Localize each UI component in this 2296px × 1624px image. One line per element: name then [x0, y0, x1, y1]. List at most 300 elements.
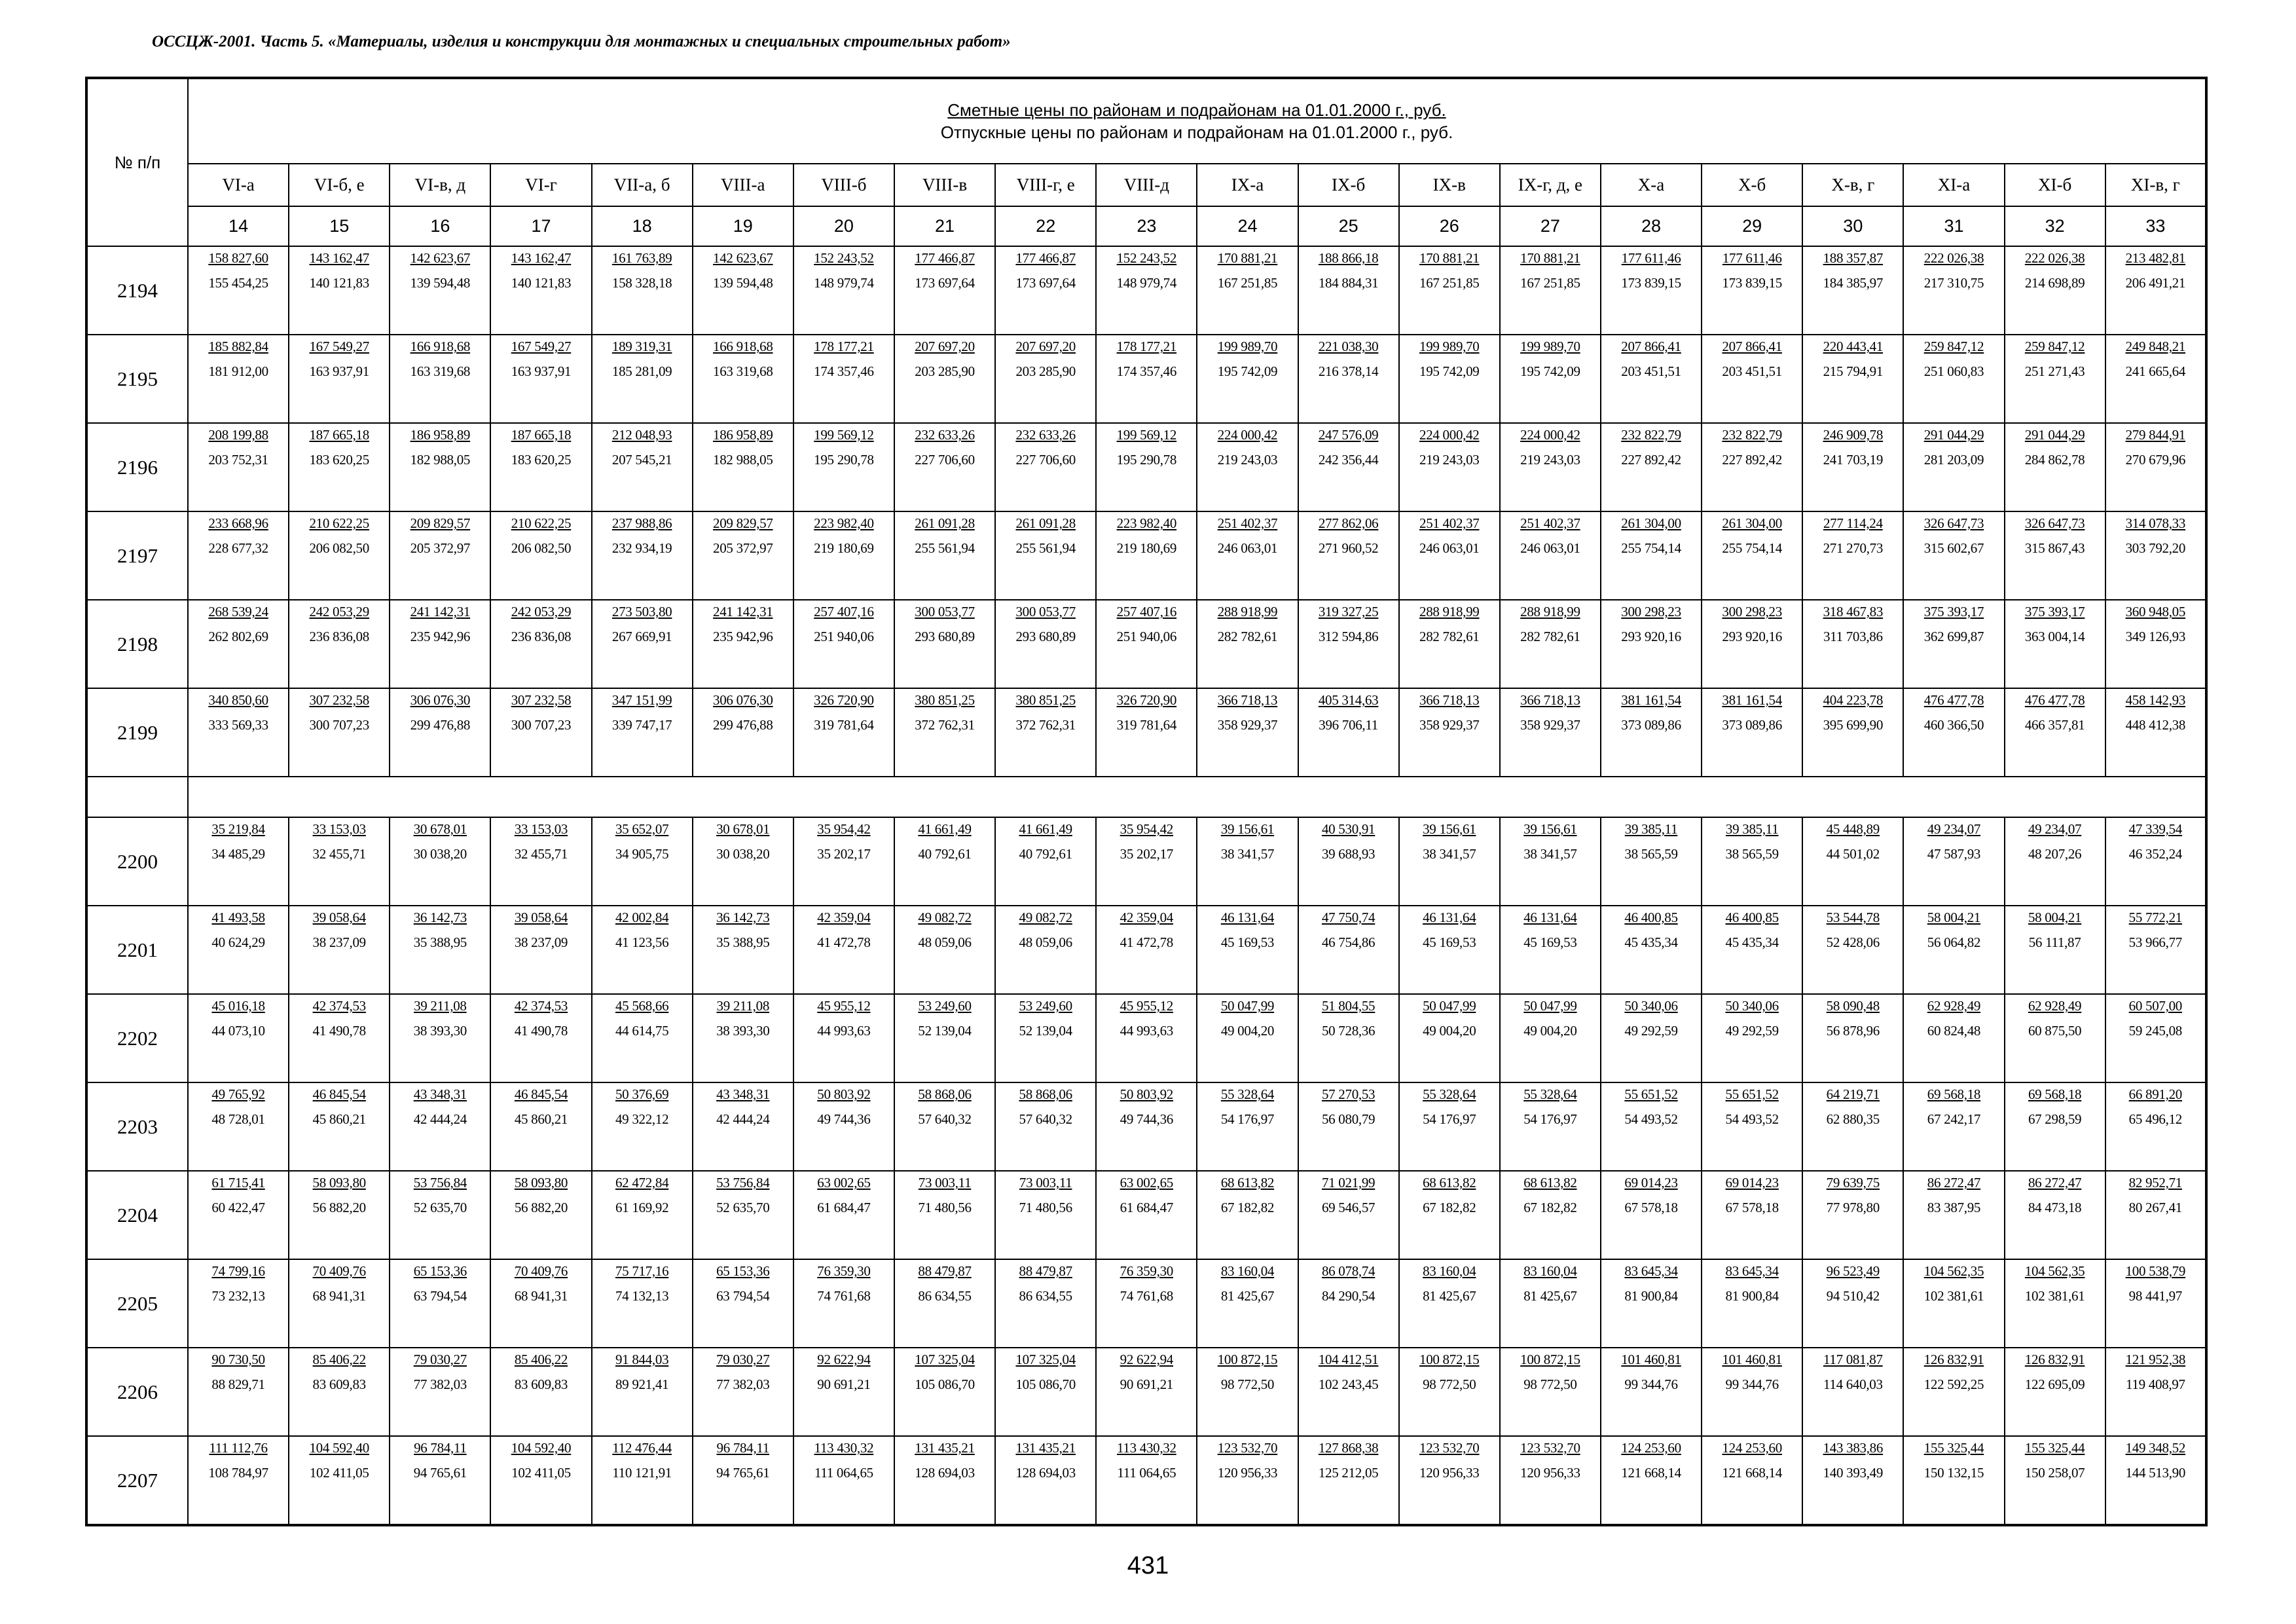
price-cell	[1096, 246, 1197, 335]
estimated-price: 261 304,00	[1621, 515, 1681, 531]
price-cell	[1298, 423, 1399, 511]
estimated-price: 55 328,64	[1523, 1086, 1577, 1102]
price-cell	[390, 906, 490, 994]
release-price: 52 139,04	[1019, 1023, 1072, 1039]
release-price: 86 634,55	[918, 1288, 972, 1304]
price-cell	[188, 1259, 289, 1348]
price-cell	[1096, 1436, 1197, 1525]
price-cell	[1903, 246, 2004, 335]
release-price: 102 243,45	[1318, 1376, 1379, 1392]
estimated-price: 220 443,41	[1823, 339, 1884, 354]
estimated-price: 199 569,12	[1116, 427, 1177, 443]
price-cell	[1096, 1082, 1197, 1171]
release-price: 71 480,56	[918, 1200, 972, 1215]
release-price: 319 781,64	[814, 717, 874, 733]
estimated-price: 46 131,64	[1220, 910, 1275, 925]
price-cell	[1702, 906, 1802, 994]
estimated-price: 107 325,04	[915, 1352, 975, 1367]
estimated-price: 65 153,36	[413, 1263, 467, 1279]
estimated-price: 381 161,54	[1621, 692, 1681, 708]
price-cell	[1702, 994, 1802, 1082]
release-price: 219 243,03	[1419, 452, 1480, 468]
release-price: 41 123,56	[615, 934, 669, 950]
column-number: 19	[693, 206, 793, 246]
region-header: VI-б, е	[289, 164, 390, 206]
estimated-price: 288 918,99	[1217, 604, 1278, 619]
column-number: 24	[1197, 206, 1298, 246]
release-price: 163 319,68	[410, 363, 471, 379]
estimated-price: 277 114,24	[1823, 515, 1883, 531]
release-price: 81 900,84	[1725, 1288, 1779, 1304]
price-cell	[1399, 246, 1500, 335]
estimated-price: 152 243,52	[814, 250, 874, 266]
estimated-price: 96 523,49	[1826, 1263, 1880, 1279]
price-cell	[693, 600, 793, 688]
price-cell	[1298, 688, 1399, 777]
estimated-price: 208 199,88	[208, 427, 268, 443]
release-price: 349 126,93	[2125, 629, 2186, 644]
estimated-price: 50 047,99	[1220, 998, 1275, 1014]
column-number: 26	[1399, 206, 1500, 246]
release-price: 45 435,34	[1725, 934, 1779, 950]
price-cell	[1802, 600, 1903, 688]
column-number: 14	[188, 206, 289, 246]
release-price: 241 703,19	[1823, 452, 1884, 468]
estimated-price: 43 348,31	[413, 1086, 467, 1102]
estimated-price: 277 862,06	[1318, 515, 1379, 531]
release-price: 363 004,14	[2024, 629, 2085, 644]
price-cell	[2105, 1171, 2206, 1259]
release-price: 372 762,31	[915, 717, 975, 733]
price-cell	[894, 335, 995, 423]
release-price: 215 794,91	[1823, 363, 1884, 379]
table-row	[86, 600, 2206, 688]
price-cell	[2105, 994, 2206, 1082]
price-cell	[188, 600, 289, 688]
estimated-price: 300 298,23	[1621, 604, 1681, 619]
price-cell	[793, 688, 894, 777]
price-cell	[490, 335, 591, 423]
estimated-price: 39 211,08	[716, 998, 770, 1014]
price-cell	[793, 600, 894, 688]
release-price: 339 747,17	[611, 717, 672, 733]
row-number: 2195	[86, 335, 188, 423]
price-cell	[1399, 817, 1500, 906]
price-cell	[1298, 994, 1399, 1082]
estimated-price: 188 357,87	[1823, 250, 1884, 266]
release-price: 44 614,75	[615, 1023, 669, 1039]
price-cell	[2005, 423, 2105, 511]
release-price: 203 285,90	[1015, 363, 1076, 379]
price-cell	[1500, 1259, 1601, 1348]
price-cell	[1096, 1259, 1197, 1348]
price-cell	[1601, 1436, 1702, 1525]
region-header: X-а	[1601, 164, 1702, 206]
estimated-price: 241 142,31	[410, 604, 471, 619]
estimated-price: 113 430,32	[1116, 1440, 1176, 1456]
release-price: 57 640,32	[1019, 1111, 1072, 1127]
price-cell	[1802, 335, 1903, 423]
price-cell	[1399, 1436, 1500, 1525]
column-number: 25	[1298, 206, 1399, 246]
estimated-price: 76 359,30	[1120, 1263, 1173, 1279]
estimated-price: 251 402,37	[1419, 515, 1480, 531]
estimated-price: 39 156,61	[1220, 821, 1275, 837]
price-cell	[894, 906, 995, 994]
page-number: 431	[1127, 1552, 1169, 1579]
estimated-price: 347 151,99	[611, 692, 672, 708]
estimated-price: 232 822,79	[1621, 427, 1681, 443]
price-cell	[995, 994, 1096, 1082]
column-number: 17	[490, 206, 591, 246]
price-cell	[1702, 1171, 1802, 1259]
price-cell	[1802, 994, 1903, 1082]
estimated-price: 73 003,11	[918, 1175, 972, 1190]
release-price: 203 451,51	[1722, 363, 1782, 379]
release-price: 293 920,16	[1621, 629, 1681, 644]
estimated-price: 50 047,99	[1423, 998, 1476, 1014]
price-cell	[1601, 1348, 1702, 1436]
price-cell	[793, 423, 894, 511]
release-price: 61 684,47	[817, 1200, 871, 1215]
price-cell	[1096, 994, 1197, 1082]
price-cell	[894, 423, 995, 511]
release-price: 83 609,83	[514, 1376, 568, 1392]
estimated-price: 42 359,04	[1120, 910, 1173, 925]
price-cell	[995, 423, 1096, 511]
estimated-price: 30 678,01	[716, 821, 770, 837]
release-price: 32 455,71	[514, 846, 568, 862]
estimated-price: 222 026,38	[2024, 250, 2085, 266]
release-price: 174 357,46	[1116, 363, 1177, 379]
price-cell	[1197, 1348, 1298, 1436]
estimated-price: 143 162,47	[309, 250, 369, 266]
release-price: 38 237,09	[514, 934, 568, 950]
price-cell	[1702, 1259, 1802, 1348]
estimated-price: 232 633,26	[1015, 427, 1076, 443]
price-cell	[1399, 688, 1500, 777]
estimated-price: 49 234,07	[1927, 821, 1981, 837]
estimated-price: 55 772,21	[2128, 910, 2182, 925]
estimated-price: 380 851,25	[1015, 692, 1076, 708]
row-number: 2206	[86, 1348, 188, 1436]
price-cell	[2005, 817, 2105, 906]
column-number: 28	[1601, 206, 1702, 246]
region-header: VIII-д	[1096, 164, 1197, 206]
price-cell	[2105, 511, 2206, 600]
estimated-price: 45 955,12	[817, 998, 871, 1014]
price-cell	[188, 335, 289, 423]
estimated-price: 55 651,52	[1725, 1086, 1779, 1102]
estimated-price: 39 211,08	[414, 998, 467, 1014]
estimated-price: 340 850,60	[208, 692, 268, 708]
price-cell	[1298, 246, 1399, 335]
estimated-price: 53 249,60	[1019, 998, 1072, 1014]
price-cell	[1399, 1082, 1500, 1171]
estimated-price: 50 340,06	[1725, 998, 1779, 1014]
price-cell	[1601, 246, 1702, 335]
release-price: 236 836,08	[309, 629, 369, 644]
estimated-price: 91 844,03	[615, 1352, 669, 1367]
release-price: 299 476,88	[410, 717, 471, 733]
price-cell	[1500, 1348, 1601, 1436]
release-price: 49 744,36	[817, 1111, 871, 1127]
column-number: 27	[1500, 206, 1601, 246]
release-price: 111 064,65	[1117, 1465, 1176, 1481]
estimated-price: 360 948,05	[2125, 604, 2186, 619]
release-price: 251 271,43	[2024, 363, 2085, 379]
release-price: 173 839,15	[1621, 275, 1681, 291]
price-cell	[1802, 246, 1903, 335]
estimated-price: 39 156,61	[1423, 821, 1476, 837]
release-price: 38 341,57	[1220, 846, 1275, 862]
price-cell	[188, 246, 289, 335]
estimated-price: 58 004,21	[1927, 910, 1981, 925]
price-cell	[793, 246, 894, 335]
estimated-price: 224 000,42	[1520, 427, 1580, 443]
estimated-price: 209 829,57	[410, 515, 471, 531]
release-price: 227 892,42	[1621, 452, 1681, 468]
price-cell	[1903, 817, 2004, 906]
estimated-price: 79 639,75	[1826, 1175, 1880, 1190]
estimated-price: 170 881,21	[1217, 250, 1278, 266]
price-cell	[592, 1171, 693, 1259]
estimated-price: 39 058,64	[312, 910, 366, 925]
release-price: 120 956,33	[1217, 1465, 1278, 1481]
estimated-price: 177 466,87	[1015, 250, 1076, 266]
price-cell	[188, 817, 289, 906]
estimated-price: 36 142,73	[413, 910, 467, 925]
release-price: 105 086,70	[1015, 1376, 1076, 1392]
release-price: 460 366,50	[1923, 717, 1984, 733]
estimated-price: 71 021,99	[1321, 1175, 1376, 1190]
estimated-price: 33 153,03	[514, 821, 568, 837]
estimated-price: 40 530,91	[1321, 821, 1376, 837]
price-cell	[390, 1436, 490, 1525]
price-cell	[490, 1436, 591, 1525]
estimated-price: 36 142,73	[716, 910, 770, 925]
release-price: 203 285,90	[915, 363, 975, 379]
estimated-price: 124 253,60	[1621, 1440, 1681, 1456]
release-price: 125 212,05	[1318, 1465, 1379, 1481]
price-cell	[592, 688, 693, 777]
release-price: 246 063,01	[1520, 540, 1580, 556]
release-price: 30 038,20	[716, 846, 770, 862]
release-price: 270 679,96	[2125, 452, 2186, 468]
release-price: 195 290,78	[1116, 452, 1177, 468]
release-price: 102 381,61	[1923, 1288, 1984, 1304]
release-price: 315 602,67	[1923, 540, 1984, 556]
release-price: 44 993,63	[817, 1023, 871, 1039]
price-cell	[1702, 335, 1802, 423]
release-price: 67 298,59	[2028, 1111, 2082, 1127]
estimated-price: 85 406,22	[312, 1352, 366, 1367]
estimated-price: 111 112,76	[209, 1440, 268, 1456]
release-price: 358 929,37	[1217, 717, 1278, 733]
release-price: 74 761,68	[1120, 1288, 1173, 1304]
price-cell	[390, 600, 490, 688]
price-cell	[1298, 817, 1399, 906]
price-cell	[1802, 688, 1903, 777]
estimated-price: 199 569,12	[814, 427, 874, 443]
release-price: 99 344,76	[1624, 1376, 1678, 1392]
row-number: 2201	[86, 906, 188, 994]
release-price: 98 441,97	[2128, 1288, 2182, 1304]
release-price: 281 203,09	[1923, 452, 1984, 468]
release-price: 319 781,64	[1116, 717, 1177, 733]
price-cell	[894, 246, 995, 335]
price-cell	[1802, 906, 1903, 994]
estimated-price: 142 623,67	[713, 250, 773, 266]
release-price: 94 765,61	[413, 1465, 467, 1481]
release-price: 42 444,24	[413, 1111, 467, 1127]
release-price: 284 862,78	[2024, 452, 2085, 468]
release-price: 293 680,89	[1015, 629, 1076, 644]
release-price: 56 111,87	[2028, 934, 2081, 950]
price-cell	[894, 1171, 995, 1259]
estimated-price: 55 651,52	[1624, 1086, 1678, 1102]
estimated-price: 127 868,38	[1318, 1440, 1379, 1456]
price-cell	[2105, 906, 2206, 994]
price-cell	[188, 1348, 289, 1436]
release-price: 68 941,31	[514, 1288, 568, 1304]
estimated-price: 45 016,18	[211, 998, 265, 1014]
estimated-prices-title: Сметные цены по районам и подрайонам на 01.01.2000 г., руб.	[947, 100, 1446, 120]
estimated-price: 68 613,82	[1220, 1175, 1275, 1190]
estimated-price: 257 407,16	[814, 604, 874, 619]
release-price: 41 490,78	[514, 1023, 568, 1039]
price-cell	[693, 423, 793, 511]
release-price: 219 243,03	[1217, 452, 1278, 468]
release-price: 219 180,69	[1116, 540, 1177, 556]
price-cell	[592, 817, 693, 906]
price-cell	[1197, 1436, 1298, 1525]
estimated-price: 155 325,44	[1923, 1440, 1984, 1456]
release-price: 139 594,48	[410, 275, 471, 291]
estimated-price: 101 460,81	[1621, 1352, 1681, 1367]
release-price: 183 620,25	[309, 452, 369, 468]
price-cell	[289, 688, 390, 777]
release-price: 395 699,90	[1823, 717, 1884, 733]
release-price: 214 698,89	[2024, 275, 2085, 291]
estimated-price: 100 872,15	[1217, 1352, 1278, 1367]
price-cell	[289, 817, 390, 906]
release-price: 38 565,59	[1624, 846, 1678, 862]
price-table	[85, 77, 2208, 1526]
price-cell	[289, 600, 390, 688]
release-price: 35 388,95	[716, 934, 770, 950]
release-price: 108 784,97	[208, 1465, 268, 1481]
release-price: 140 121,83	[309, 275, 369, 291]
price-cell	[793, 511, 894, 600]
price-cell	[1500, 335, 1601, 423]
price-cell	[894, 817, 995, 906]
estimated-price: 366 718,13	[1217, 692, 1278, 708]
estimated-price: 79 030,27	[716, 1352, 770, 1367]
release-price: 311 703,86	[1823, 629, 1883, 644]
table-title	[188, 78, 2206, 164]
release-price: 255 754,14	[1621, 540, 1681, 556]
estimated-price: 375 393,17	[1923, 604, 1984, 619]
release-price: 56 882,20	[514, 1200, 568, 1215]
release-price: 205 372,97	[713, 540, 773, 556]
estimated-price: 92 622,94	[817, 1352, 871, 1367]
price-cell	[793, 1171, 894, 1259]
release-price: 45 860,21	[514, 1111, 568, 1127]
price-cell	[2005, 1436, 2105, 1525]
estimated-price: 177 611,46	[1722, 250, 1782, 266]
price-cell	[490, 1082, 591, 1171]
price-cell	[1298, 906, 1399, 994]
price-cell	[894, 1436, 995, 1525]
price-cell	[2105, 600, 2206, 688]
price-cell	[1096, 600, 1197, 688]
release-price: 140 393,49	[1823, 1465, 1884, 1481]
estimated-price: 279 844,91	[2125, 427, 2186, 443]
release-price: 119 408,97	[2125, 1376, 2185, 1392]
estimated-price: 207 866,41	[1722, 339, 1782, 354]
price-cell	[2005, 246, 2105, 335]
estimated-price: 42 374,53	[514, 998, 568, 1014]
price-cell	[1601, 1082, 1702, 1171]
estimated-price: 161 763,89	[611, 250, 672, 266]
release-price: 99 344,76	[1725, 1376, 1779, 1392]
row-number: 2202	[86, 994, 188, 1082]
estimated-price: 58 868,06	[918, 1086, 972, 1102]
release-price: 122 695,09	[2024, 1376, 2085, 1392]
price-cell	[1903, 906, 2004, 994]
price-cell	[793, 335, 894, 423]
price-cell	[693, 906, 793, 994]
price-cell	[490, 1171, 591, 1259]
estimated-price: 73 003,11	[1019, 1175, 1072, 1190]
release-price: 38 341,57	[1423, 846, 1476, 862]
price-cell	[1802, 1348, 1903, 1436]
release-price: 63 794,54	[716, 1288, 770, 1304]
estimated-price: 58 868,06	[1019, 1086, 1072, 1102]
release-price: 89 921,41	[615, 1376, 669, 1392]
release-price: 67 182,82	[1220, 1200, 1275, 1215]
release-price: 122 592,25	[1923, 1376, 1984, 1392]
release-price: 40 792,61	[918, 846, 972, 862]
price-cell	[894, 1259, 995, 1348]
release-price: 303 792,20	[2125, 540, 2186, 556]
release-price: 45 169,53	[1523, 934, 1577, 950]
price-cell	[1903, 1259, 2004, 1348]
price-cell	[490, 600, 591, 688]
estimated-price: 143 383,86	[1823, 1440, 1884, 1456]
price-cell	[693, 246, 793, 335]
column-number: 33	[2105, 206, 2206, 246]
price-cell	[995, 906, 1096, 994]
estimated-price: 318 467,83	[1823, 604, 1884, 619]
price-cell	[1096, 423, 1197, 511]
release-price: 183 620,25	[511, 452, 572, 468]
release-price: 182 988,05	[410, 452, 471, 468]
estimated-price: 69 014,23	[1624, 1175, 1678, 1190]
release-price: 67 578,18	[1725, 1200, 1779, 1215]
estimated-price: 64 219,71	[1826, 1086, 1880, 1102]
price-cell	[289, 423, 390, 511]
price-cell	[1601, 688, 1702, 777]
estimated-price: 158 827,60	[208, 250, 268, 266]
price-cell	[390, 1082, 490, 1171]
price-cell	[995, 1171, 1096, 1259]
price-cell	[1601, 1259, 1702, 1348]
table-row	[86, 994, 2206, 1082]
estimated-price: 458 142,93	[2125, 692, 2186, 708]
price-cell	[1601, 817, 1702, 906]
